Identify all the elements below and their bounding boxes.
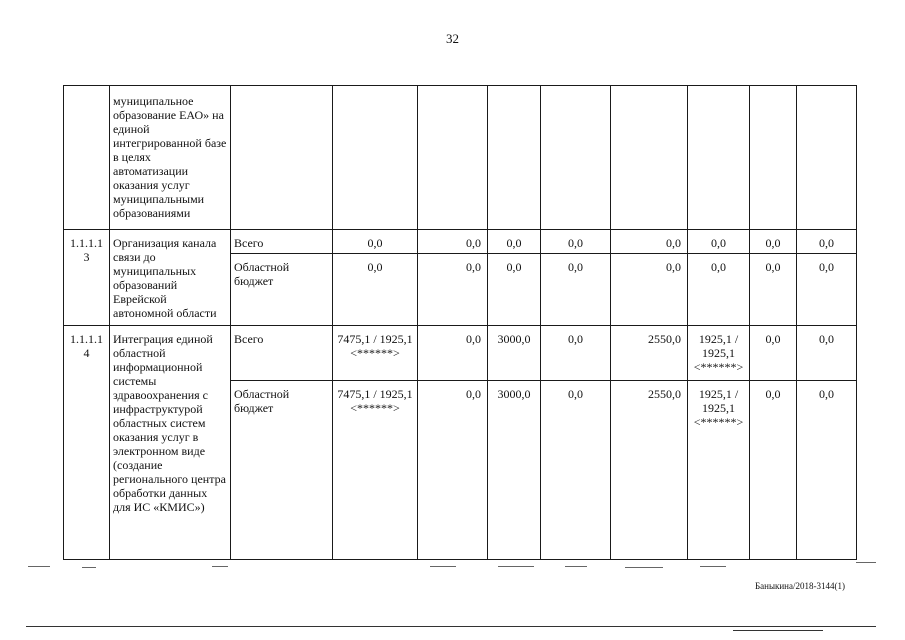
value-cell: 0,0 [541,381,611,560]
table-row [64,230,857,254]
value-cell: 7475,1 / 1925,1 <******> [333,326,418,381]
value-cell: 0,0 [418,326,488,381]
value-cell: 0,0 [750,230,797,254]
value-cell: 0,0 [541,326,611,381]
value-cell: 0,0 [797,230,857,254]
scan-mark [28,566,50,567]
scan-mark [498,566,534,567]
value-cell: 0,0 [488,254,541,326]
value-cell: 0,0 [541,254,611,326]
event-code-cell: 1.1.1.1 4 [64,326,110,560]
value-cell: 0,0 [418,254,488,326]
value-cell: 0,0 [797,381,857,560]
scan-mark [856,562,876,563]
program-table [63,85,857,560]
scan-mark [430,566,456,567]
value-cell: 7475,1 / 1925,1 <******> [333,381,418,560]
table-row [64,326,857,381]
value-cell: 0,0 [750,326,797,381]
value-cell: 0,0 [688,230,750,254]
value-cell: 0,0 [541,230,611,254]
scan-mark [625,567,663,568]
page-number: 32 [446,31,459,46]
scan-mark [212,566,228,567]
value-cell: 0,0 [333,230,418,254]
scan-mark [82,567,96,568]
document-registration-code: Баныкина/2018-3144(1) [754,581,845,591]
value-cell: 0,0 [418,230,488,254]
code-cell [64,86,110,230]
value-cell: 0,0 [488,230,541,254]
value-cell: 0,0 [611,230,688,254]
funding-source-cell: Областной бюджет [231,254,333,326]
value-cell: 1925,1 / 1925,1 <******> [688,326,750,381]
scan-mark [565,566,587,567]
value-cell: 0,0 [418,381,488,560]
value-cell: 2550,0 [611,381,688,560]
value-cell: 0,0 [750,381,797,560]
value-cell: 3000,0 [488,381,541,560]
event-code-cell: 1.1.1.1 3 [64,230,110,326]
event-name-cell: муниципальное образование ЕАО» на единой интегрированной базе в целях автоматизации оказания услуг муниципальными образованиями [110,86,231,230]
bottom-rule-short [733,630,823,631]
funding-source-cell: Областной бюджет [231,381,333,560]
value-cell: 3000,0 [488,326,541,381]
value-cell: 0,0 [797,326,857,381]
source-cell [231,86,333,230]
funding-source-cell: Всего [231,326,333,381]
funding-source-cell: Всего [231,230,333,254]
bottom-rule [26,626,876,627]
event-name-cell: Организация канала связи до муниципальных образований Еврейской автономной области [110,230,231,326]
table-row-continuation [64,86,857,230]
value-cell: 0,0 [688,254,750,326]
event-name-cell: Интеграция единой областной информационной системы здравоохранения с инфраструктурой областных систем оказания услуг в электронном виде (создание регионального центра обработки данных для ИС «КМИС») [110,326,231,560]
value-cell: 0,0 [797,254,857,326]
value-cell: 0,0 [611,254,688,326]
scan-mark [700,566,726,567]
value-cell: 2550,0 [611,326,688,381]
value-cell: 0,0 [333,254,418,326]
value-cell: 0,0 [750,254,797,326]
value-cell: 1925,1 / 1925,1 <******> [688,381,750,560]
